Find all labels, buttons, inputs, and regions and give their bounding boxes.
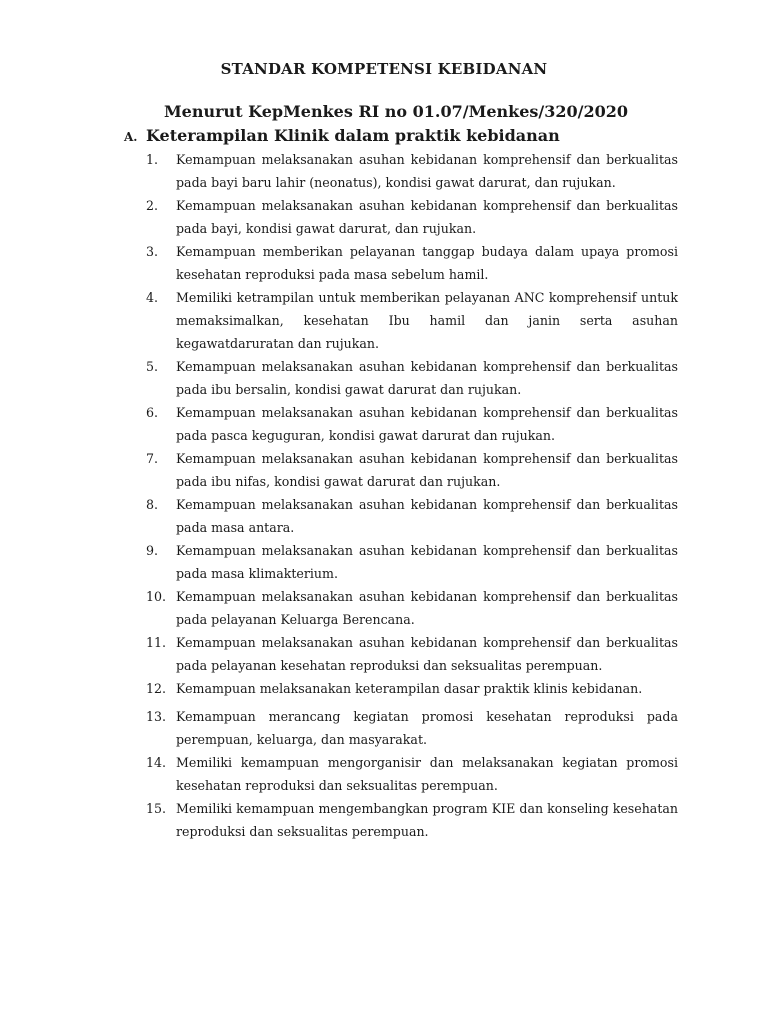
list-item xyxy=(146,705,678,751)
item-text: Kemampuan melaksanakan asuhan kebidanan komprehensif dan berkualitas pada masa klimakterium. xyxy=(176,543,678,581)
list-item xyxy=(146,539,678,585)
list-item xyxy=(146,677,678,700)
item-text: Kemampuan memberikan pelayanan tanggap budaya dalam upaya promosi kesehatan reproduksi pada masa sebelum hamil. xyxy=(176,244,678,282)
section-heading xyxy=(124,126,560,145)
list-item xyxy=(146,493,678,539)
item-text: Kemampuan melaksanakan asuhan kebidanan komprehensif dan berkualitas pada pasca keguguran, kondisi gawat darurat dan rujukan. xyxy=(176,405,678,443)
item-number: 2. xyxy=(146,198,159,213)
item-text: Kemampuan melaksanakan asuhan kebidanan komprehensif dan berkualitas pada pelayanan kesehatan reproduksi dan seksualitas perempuan. xyxy=(176,635,678,673)
item-text: Kemampuan melaksanakan asuhan kebidanan komprehensif dan berkualitas pada pelayanan Keluarga Berencana. xyxy=(176,589,678,627)
item-number: 8. xyxy=(146,497,159,512)
item-number: 1. xyxy=(146,152,159,167)
item-number: 10. xyxy=(146,589,167,604)
section-letter: A. xyxy=(124,130,138,144)
section-heading-text: Keterampilan Klinik dalam praktik kebidanan xyxy=(146,126,560,145)
item-number: 11. xyxy=(146,635,167,650)
list-item xyxy=(146,585,678,631)
item-number: 12. xyxy=(146,681,167,696)
item-text: Kemampuan melaksanakan asuhan kebidanan komprehensif dan berkualitas pada masa antara. xyxy=(176,497,678,535)
item-text: Memiliki kemampuan mengorganisir dan melaksanakan kegiatan promosi kesehatan reproduksi dan seksualitas perempuan. xyxy=(176,755,678,793)
item-text: Kemampuan melaksanakan asuhan kebidanan komprehensif dan berkualitas pada ibu nifas, kondisi gawat darurat dan rujukan. xyxy=(176,451,678,489)
list-item xyxy=(146,631,678,677)
item-number: 5. xyxy=(146,359,159,374)
page-subtitle: Menurut KepMenkes RI no 01.07/Menkes/320/2020 xyxy=(163,102,629,121)
item-number: 7. xyxy=(146,451,159,466)
list-item xyxy=(146,401,678,447)
item-number: 14. xyxy=(146,755,167,770)
item-number: 3. xyxy=(146,244,159,259)
item-number: 13. xyxy=(146,709,167,724)
list-item xyxy=(146,751,678,797)
competency-list xyxy=(146,148,678,843)
item-text: Kemampuan merancang kegiatan promosi kesehatan reproduksi pada perempuan, keluarga, dan masyarakat. xyxy=(176,709,678,747)
list-item xyxy=(146,797,678,843)
item-text: Kemampuan melaksanakan asuhan kebidanan komprehensif dan berkualitas pada bayi baru lahir (neonatus), kondisi gawat darurat, dan rujukan. xyxy=(176,152,678,190)
list-item xyxy=(146,447,678,493)
item-text: Memiliki kemampuan mengembangkan program KIE dan konseling kesehatan reproduksi dan seksualitas perempuan. xyxy=(176,801,678,839)
item-text: Memiliki ketrampilan untuk memberikan pelayanan ANC komprehensif untuk memaksimalkan, kesehatan Ibu hamil dan janin serta asuhan kegawatdaruratan dan rujukan. xyxy=(176,290,678,351)
item-text: Kemampuan melaksanakan asuhan kebidanan komprehensif dan berkualitas pada bayi, kondisi gawat darurat, dan rujukan. xyxy=(176,198,678,236)
list-item xyxy=(146,194,678,240)
list-item xyxy=(146,286,678,355)
item-text: Kemampuan melaksanakan asuhan kebidanan komprehensif dan berkualitas pada ibu bersalin, kondisi gawat darurat dan rujukan. xyxy=(176,359,678,397)
item-number: 6. xyxy=(146,405,159,420)
item-number: 4. xyxy=(146,290,159,305)
item-text: Kemampuan melaksanakan keterampilan dasar praktik klinis kebidanan. xyxy=(176,681,643,696)
list-item xyxy=(146,355,678,401)
list-item xyxy=(146,148,678,194)
item-number: 15. xyxy=(146,801,167,816)
page-title: STANDAR KOMPETENSI KEBIDANAN xyxy=(220,60,548,78)
item-number: 9. xyxy=(146,543,159,558)
list-item xyxy=(146,240,678,286)
